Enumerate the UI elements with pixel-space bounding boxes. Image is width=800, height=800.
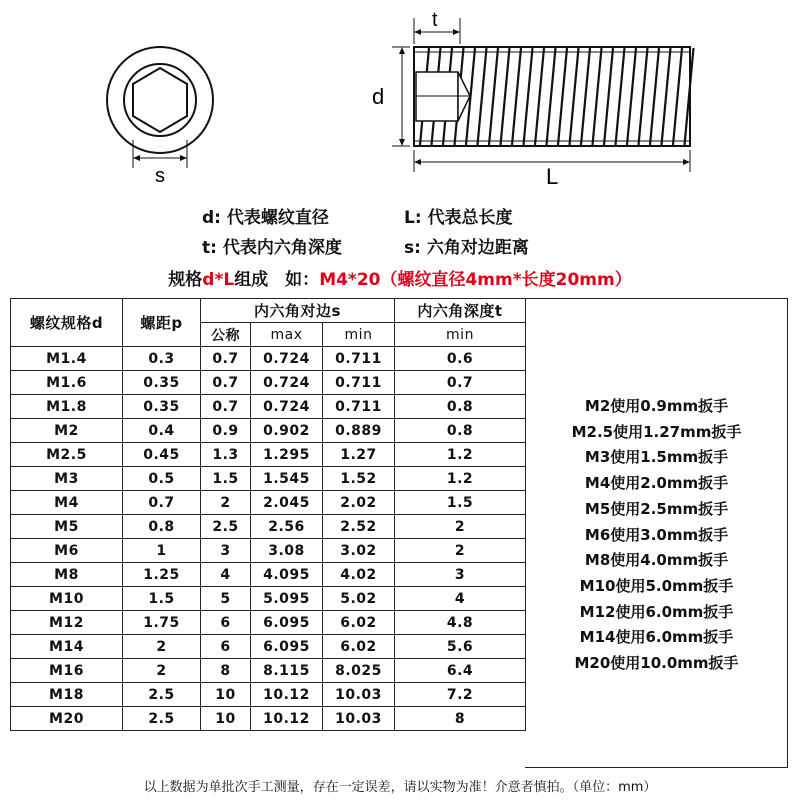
table-row xyxy=(11,611,526,635)
wrench-note: M14使用6.0mm扳手 xyxy=(579,628,734,647)
legend-L: L: 代表总长度 xyxy=(404,208,513,228)
cell-min-s: 2.02 xyxy=(323,491,395,515)
cell-min-t: 7.2 xyxy=(395,683,526,707)
cell-max: 0.724 xyxy=(251,347,323,371)
cell-max: 10.12 xyxy=(251,683,323,707)
cell-min-s: 10.03 xyxy=(323,683,395,707)
table-row xyxy=(11,563,526,587)
cell-thread: M1.4 xyxy=(11,347,123,371)
cell-max: 0.724 xyxy=(251,395,323,419)
label-t: t xyxy=(432,9,438,31)
header-min-s: min xyxy=(323,323,395,347)
table-row xyxy=(11,683,526,707)
header-max: max xyxy=(251,323,323,347)
cell-thread: M2 xyxy=(11,419,123,443)
cell-min-t: 1.2 xyxy=(395,467,526,491)
cell-pitch: 0.4 xyxy=(123,419,201,443)
cell-max: 8.115 xyxy=(251,659,323,683)
cell-min-t: 0.8 xyxy=(395,395,526,419)
cell-max: 0.724 xyxy=(251,371,323,395)
cell-min-t: 1.5 xyxy=(395,491,526,515)
cell-thread: M5 xyxy=(11,515,123,539)
cell-max: 1.545 xyxy=(251,467,323,491)
cell-min-t: 0.6 xyxy=(395,347,526,371)
cell-min-s: 1.27 xyxy=(323,443,395,467)
cell-min-t: 1.2 xyxy=(395,443,526,467)
table-row xyxy=(11,587,526,611)
cell-pitch: 2 xyxy=(123,635,201,659)
cell-max: 6.095 xyxy=(251,611,323,635)
table-row xyxy=(11,635,526,659)
cell-nominal: 10 xyxy=(201,707,251,731)
header-min-t: min xyxy=(395,323,526,347)
cell-pitch: 0.3 xyxy=(123,347,201,371)
cell-min-s: 6.02 xyxy=(323,635,395,659)
footer-disclaimer: 以上数据为单批次手工测量，存在一定误差，请以实物为准！介意者慎拍。（单位：mm） xyxy=(143,780,657,795)
cell-min-t: 2 xyxy=(395,515,526,539)
label-s: s xyxy=(155,165,165,187)
end-view-diagram xyxy=(107,47,213,187)
cell-pitch: 2 xyxy=(123,659,201,683)
cell-min-s: 0.711 xyxy=(323,371,395,395)
cell-nominal: 6 xyxy=(201,611,251,635)
cell-nominal: 5 xyxy=(201,587,251,611)
cell-thread: M6 xyxy=(11,539,123,563)
table-row xyxy=(11,395,526,419)
header-thread: 螺纹规格d xyxy=(11,299,123,347)
legend-s: s: 六角对边距离 xyxy=(404,238,529,258)
cell-pitch: 0.45 xyxy=(123,443,201,467)
cell-min-t: 4.8 xyxy=(395,611,526,635)
wrench-note: M3使用1.5mm扳手 xyxy=(584,448,729,467)
legend-d: d: 代表螺纹直径 xyxy=(202,208,329,228)
wrench-note: M4使用2.0mm扳手 xyxy=(584,474,729,493)
cell-pitch: 2.5 xyxy=(123,683,201,707)
side-view-diagram xyxy=(372,9,694,189)
cell-thread: M20 xyxy=(11,707,123,731)
cell-max: 5.095 xyxy=(251,587,323,611)
cell-nominal: 1.3 xyxy=(201,443,251,467)
cell-thread: M1.6 xyxy=(11,371,123,395)
cell-min-s: 1.52 xyxy=(323,467,395,491)
cell-min-t: 5.6 xyxy=(395,635,526,659)
cell-nominal: 3 xyxy=(201,539,251,563)
cell-max: 4.095 xyxy=(251,563,323,587)
wrench-note: M12使用6.0mm扳手 xyxy=(579,602,734,621)
cell-nominal: 0.7 xyxy=(201,395,251,419)
cell-min-s: 3.02 xyxy=(323,539,395,563)
cell-thread: M3 xyxy=(11,467,123,491)
cell-pitch: 0.8 xyxy=(123,515,201,539)
wrench-note: M20使用10.0mm扳手 xyxy=(574,654,739,673)
cell-thread: M4 xyxy=(11,491,123,515)
cell-min-s: 6.02 xyxy=(323,611,395,635)
cell-nominal: 1.5 xyxy=(201,467,251,491)
cell-pitch: 1 xyxy=(123,539,201,563)
cell-min-s: 10.03 xyxy=(323,707,395,731)
table-row xyxy=(11,659,526,683)
table-row xyxy=(11,347,526,371)
table-row xyxy=(11,539,526,563)
cell-nominal: 4 xyxy=(201,563,251,587)
cell-thread: M16 xyxy=(11,659,123,683)
table-row xyxy=(11,515,526,539)
cell-thread: M1.8 xyxy=(11,395,123,419)
cell-nominal: 8 xyxy=(201,659,251,683)
cell-min-t: 0.7 xyxy=(395,371,526,395)
cell-thread: M18 xyxy=(11,683,123,707)
cell-pitch: 0.35 xyxy=(123,371,201,395)
cell-max: 1.295 xyxy=(251,443,323,467)
cell-min-t: 6.4 xyxy=(395,659,526,683)
legend-t: t: 代表内六角深度 xyxy=(202,238,342,258)
header-hex-s: 内六角对边s xyxy=(201,299,395,323)
cell-max: 10.12 xyxy=(251,707,323,731)
cell-max: 2.045 xyxy=(251,491,323,515)
cell-thread: M14 xyxy=(11,635,123,659)
cell-max: 0.902 xyxy=(251,419,323,443)
wrench-note: M5使用2.5mm扳手 xyxy=(584,499,729,518)
header-pitch: 螺距p xyxy=(123,299,201,347)
cell-thread: M8 xyxy=(11,563,123,587)
screw-diagrams xyxy=(0,0,800,195)
label-d: d xyxy=(372,84,385,109)
cell-nominal: 0.7 xyxy=(201,347,251,371)
cell-min-t: 8 xyxy=(395,707,526,731)
header-hex-t: 内六角深度t xyxy=(395,299,526,323)
cell-min-t: 2 xyxy=(395,539,526,563)
cell-nominal: 2.5 xyxy=(201,515,251,539)
label-L: L xyxy=(546,164,559,189)
cell-pitch: 0.35 xyxy=(123,395,201,419)
table-row xyxy=(11,419,526,443)
cell-nominal: 2 xyxy=(201,491,251,515)
cell-pitch: 1.25 xyxy=(123,563,201,587)
wrench-note: M6使用3.0mm扳手 xyxy=(584,525,729,544)
cell-min-t: 3 xyxy=(395,563,526,587)
cell-min-s: 0.711 xyxy=(323,347,395,371)
cell-min-s: 0.711 xyxy=(323,395,395,419)
cell-nominal: 10 xyxy=(201,683,251,707)
cell-pitch: 1.5 xyxy=(123,587,201,611)
cell-min-t: 0.8 xyxy=(395,419,526,443)
cell-nominal: 6 xyxy=(201,635,251,659)
cell-max: 3.08 xyxy=(251,539,323,563)
cell-min-t: 4 xyxy=(395,587,526,611)
cell-max: 6.095 xyxy=(251,635,323,659)
cell-min-s: 5.02 xyxy=(323,587,395,611)
spec-table xyxy=(10,298,526,731)
table-row xyxy=(11,371,526,395)
table-row xyxy=(11,467,526,491)
table-row xyxy=(11,443,526,467)
cell-max: 2.56 xyxy=(251,515,323,539)
wrench-note: M8使用4.0mm扳手 xyxy=(584,551,729,570)
header-nominal: 公称 xyxy=(201,323,251,347)
cell-min-s: 8.025 xyxy=(323,659,395,683)
wrench-note: M2.5使用1.27mm扳手 xyxy=(571,422,742,441)
cell-pitch: 1.75 xyxy=(123,611,201,635)
cell-nominal: 0.7 xyxy=(201,371,251,395)
cell-nominal: 0.9 xyxy=(201,419,251,443)
cell-min-s: 2.52 xyxy=(323,515,395,539)
cell-pitch: 2.5 xyxy=(123,707,201,731)
cell-thread: M12 xyxy=(11,611,123,635)
wrench-note: M10使用5.0mm扳手 xyxy=(579,576,734,595)
cell-min-s: 0.889 xyxy=(323,419,395,443)
cell-pitch: 0.7 xyxy=(123,491,201,515)
cell-pitch: 0.5 xyxy=(123,467,201,491)
cell-thread: M2.5 xyxy=(11,443,123,467)
spec-format-line: 规格d*L组成 如：M4*20（螺纹直径4mm*长度20mm） xyxy=(168,270,632,290)
wrench-notes xyxy=(525,394,788,677)
table-row xyxy=(11,491,526,515)
wrench-note: M2使用0.9mm扳手 xyxy=(584,397,729,415)
table-row xyxy=(11,707,526,731)
cell-thread: M10 xyxy=(11,587,123,611)
cell-min-s: 4.02 xyxy=(323,563,395,587)
